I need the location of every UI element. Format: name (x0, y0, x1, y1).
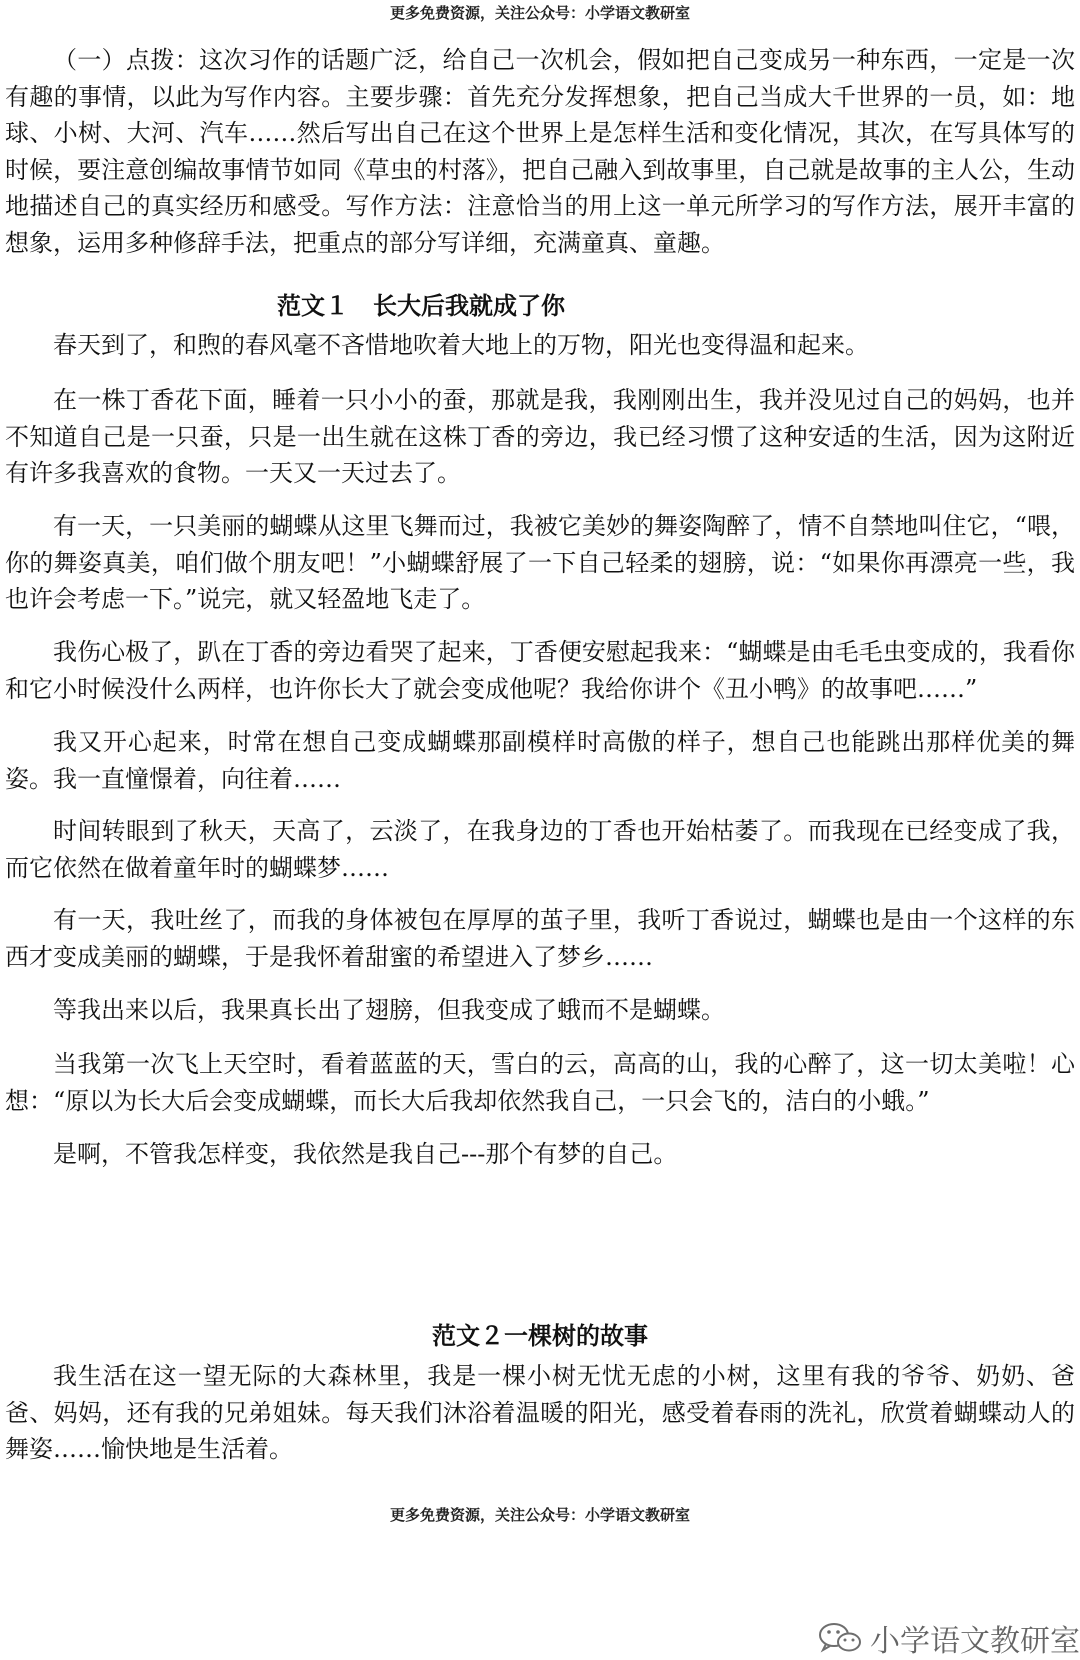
essay1-paragraph-2: 在一株丁香花下面，睡着一只小小的蚕，那就是我，我刚刚出生，我并没见过自己的妈妈，也并不知道自己是一只蚕，只是一出生就在这株丁香的旁边，我已经习惯了这种安适的生活，因为这附近有许多我喜欢的食物。一天又一天过去了。 (5, 386, 1075, 487)
essay1-title: 范文１ 长大后我就成了你 (277, 291, 565, 320)
essay1-paragraph-10: 是啊，不管我怎样变，我依然是我自己---那个有梦的自己。 (53, 1140, 678, 1168)
watermark-text: 小学语文教研室 (870, 1624, 1080, 1659)
essay1-paragraph-5: 我又开心起来，时常在想自己变成蝴蝶那副模样时高傲的样子，想自己也能跳出那样优美的舞姿。我一直憧憬着，向往着…… (5, 728, 1075, 793)
intro-paragraph: （一）点拨：这次习作的话题广泛，给自己一次机会，假如把自己变成另一种东西，一定是一次有趣的事情，以此为写作内容。主要步骤：首先充分发挥想象，把自己当成大千世界的一员，如：地球、小树、大河、汽车……然后写出自己在这个世界上是怎样生活和变化情况，其次，在写具体写的时候，要注意创编故事情节如同《草虫的村落》，把自己融入到故事里，自己就是故事的主人公，生动地描述自己的真实经历和感受。写作方法：注意恰当的用上这一单元所学习的写作方法，展开丰富的想象，运用多种修辞手法，把重点的部分写详细，充满童真、童趣。 (5, 46, 1075, 257)
essay2-paragraph-1: 我生活在这一望无际的大森林里，我是一棵小树无忧无虑的小树，这里有我的爷爷、奶奶、爸爸、妈妈，还有我的兄弟姐妹。每天我们沐浴着温暖的阳光，感受着春雨的洗礼，欣赏着蝴蝶动人的舞姿……愉快地是生活着。 (5, 1362, 1075, 1463)
essay1-paragraph-9: 当我第一次飞上天空时，看着蓝蓝的天，雪白的云，高高的山，我的心醉了，这一切太美啦！心想：“原以为长大后会变成蝴蝶，而长大后我却依然我自己，一只会飞的，洁白的小蛾。” (5, 1050, 1075, 1115)
essay1-paragraph-3: 有一天，一只美丽的蝴蝶从这里飞舞而过，我被它美妙的舞姿陶醉了，情不自禁地叫住它，“喂，你的舞姿真美，咱们做个朋友吧！”小蝴蝶舒展了一下自己轻柔的翅膀，说：“如果你再漂亮一些，我也许会考虑一下。”说完，就又轻盈地飞走了。 (5, 512, 1075, 613)
page-header: 更多免费资源，关注公众号：小学语文教研室 (389, 4, 690, 22)
essay1-paragraph-6: 时间转眼到了秋天，天高了，云淡了，在我身边的丁香也开始枯萎了。而我现在已经变成了我，而它依然在做着童年时的蝴蝶梦…… (5, 817, 1075, 882)
essay2-title: 范文２一棵树的故事 (432, 1321, 648, 1350)
account-watermark (818, 1618, 1080, 1658)
wechat-icon (818, 1621, 862, 1655)
essay1-paragraph-7: 有一天，我吐丝了，而我的身体被包在厚厚的茧子里，我听丁香说过，蝴蝶也是由一个这样的东西才变成美丽的蝴蝶，于是我怀着甜蜜的希望进入了梦乡…… (5, 906, 1075, 971)
essay1-paragraph-1: 春天到了，和煦的春风毫不吝惜地吹着大地上的万物，阳光也变得温和起来。 (53, 331, 869, 359)
essay1-paragraph-4: 我伤心极了，趴在丁香的旁边看哭了起来，丁香便安慰起我来：“蝴蝶是由毛毛虫变成的，我看你和它小时候没什么两样，也许你长大了就会变成他呢？我给你讲个《丑小鸭》的故事吧……” (5, 638, 1075, 703)
essay1-paragraph-8: 等我出来以后，我果真长出了翅膀，但我变成了蛾而不是蝴蝶。 (53, 996, 725, 1024)
page-footer: 更多免费资源，关注公众号：小学语文教研室 (389, 1506, 690, 1524)
